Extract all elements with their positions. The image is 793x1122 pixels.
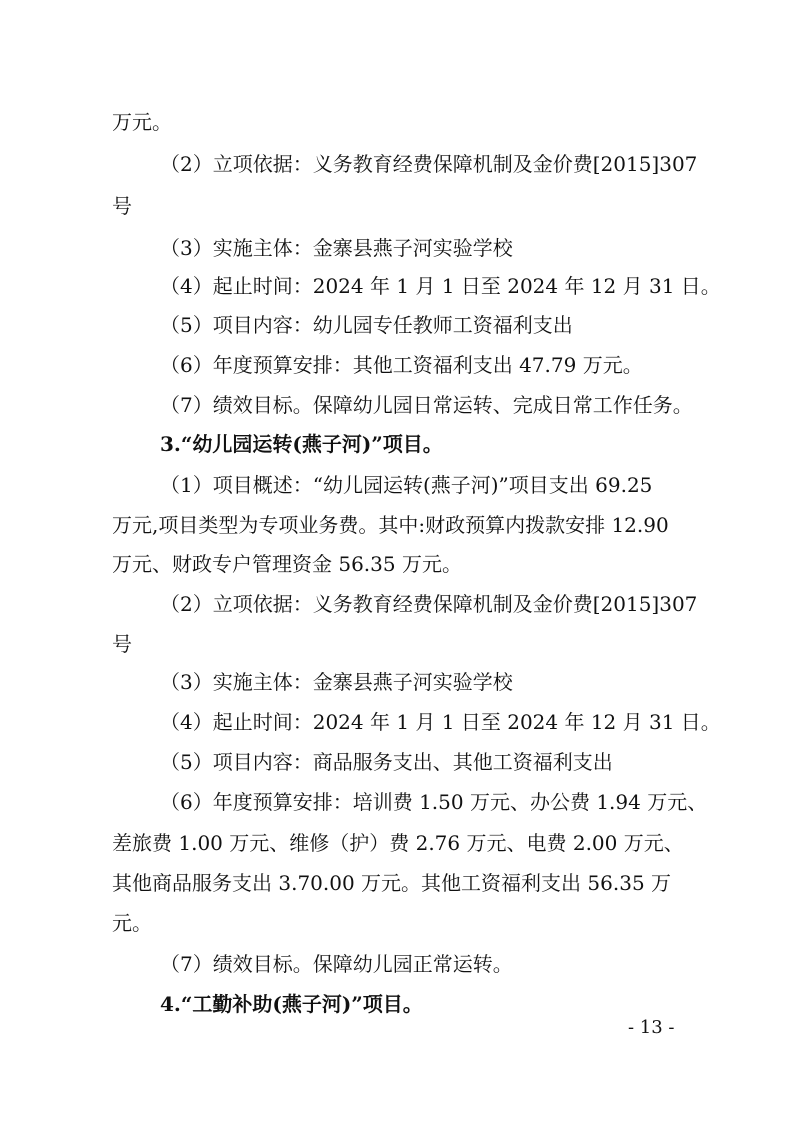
text-line: （4）起止时间：2024 年 1 月 1 日至 2024 年 12 月 31 日。 <box>160 274 721 298</box>
text-line: （4）起止时间：2024 年 1 月 1 日至 2024 年 12 月 31 日。 <box>160 710 721 734</box>
text-line: 元。 <box>112 911 152 935</box>
text-line: （6）年度预算安排：其他工资福利支出 47.79 万元。 <box>160 353 643 377</box>
section-heading: 4.“工勤补助(燕子河)”项目。 <box>160 992 423 1016</box>
text-line: （7）绩效目标。保障幼儿园正常运转。 <box>160 952 513 976</box>
text-line: （2）立项依据：义务教育经费保障机制及金价费[2015]307 <box>160 152 698 176</box>
text-line: 号 <box>112 194 132 218</box>
text-line: （3）实施主体：金寨县燕子河实验学校 <box>160 236 513 260</box>
text-line: 万元。 <box>112 110 172 134</box>
text-line: 其他商品服务支出 3.70.00 万元。其他工资福利支出 56.35 万 <box>112 871 672 895</box>
text-line: 号 <box>112 632 132 656</box>
text-line: （5）项目内容：幼儿园专任教师工资福利支出 <box>160 313 573 337</box>
text-line: （7）绩效目标。保障幼儿园日常运转、完成日常工作任务。 <box>160 393 693 417</box>
text-line: 差旅费 1.00 万元、维修（护）费 2.76 万元、电费 2.00 万元、 <box>112 831 684 855</box>
section-heading: 3.“幼儿园运转(燕子河)”项目。 <box>160 432 443 456</box>
text-line: （2）立项依据：义务教育经费保障机制及金价费[2015]307 <box>160 592 698 616</box>
text-line: （1）项目概述：“幼儿园运转(燕子河)”项目支出 69.25 <box>160 473 653 497</box>
page-number: - 13 - <box>628 1017 675 1038</box>
text-line: （5）项目内容：商品服务支出、其他工资福利支出 <box>160 750 613 774</box>
text-line: （6）年度预算安排：培训费 1.50 万元、办公费 1.94 万元、 <box>160 790 708 814</box>
text-line: （3）实施主体：金寨县燕子河实验学校 <box>160 670 513 694</box>
text-line: 万元,项目类型为专项业务费。其中:财政预算内拨款安排 12.90 <box>112 513 669 537</box>
text-line: 万元、财政专户管理资金 56.35 万元。 <box>112 552 462 576</box>
